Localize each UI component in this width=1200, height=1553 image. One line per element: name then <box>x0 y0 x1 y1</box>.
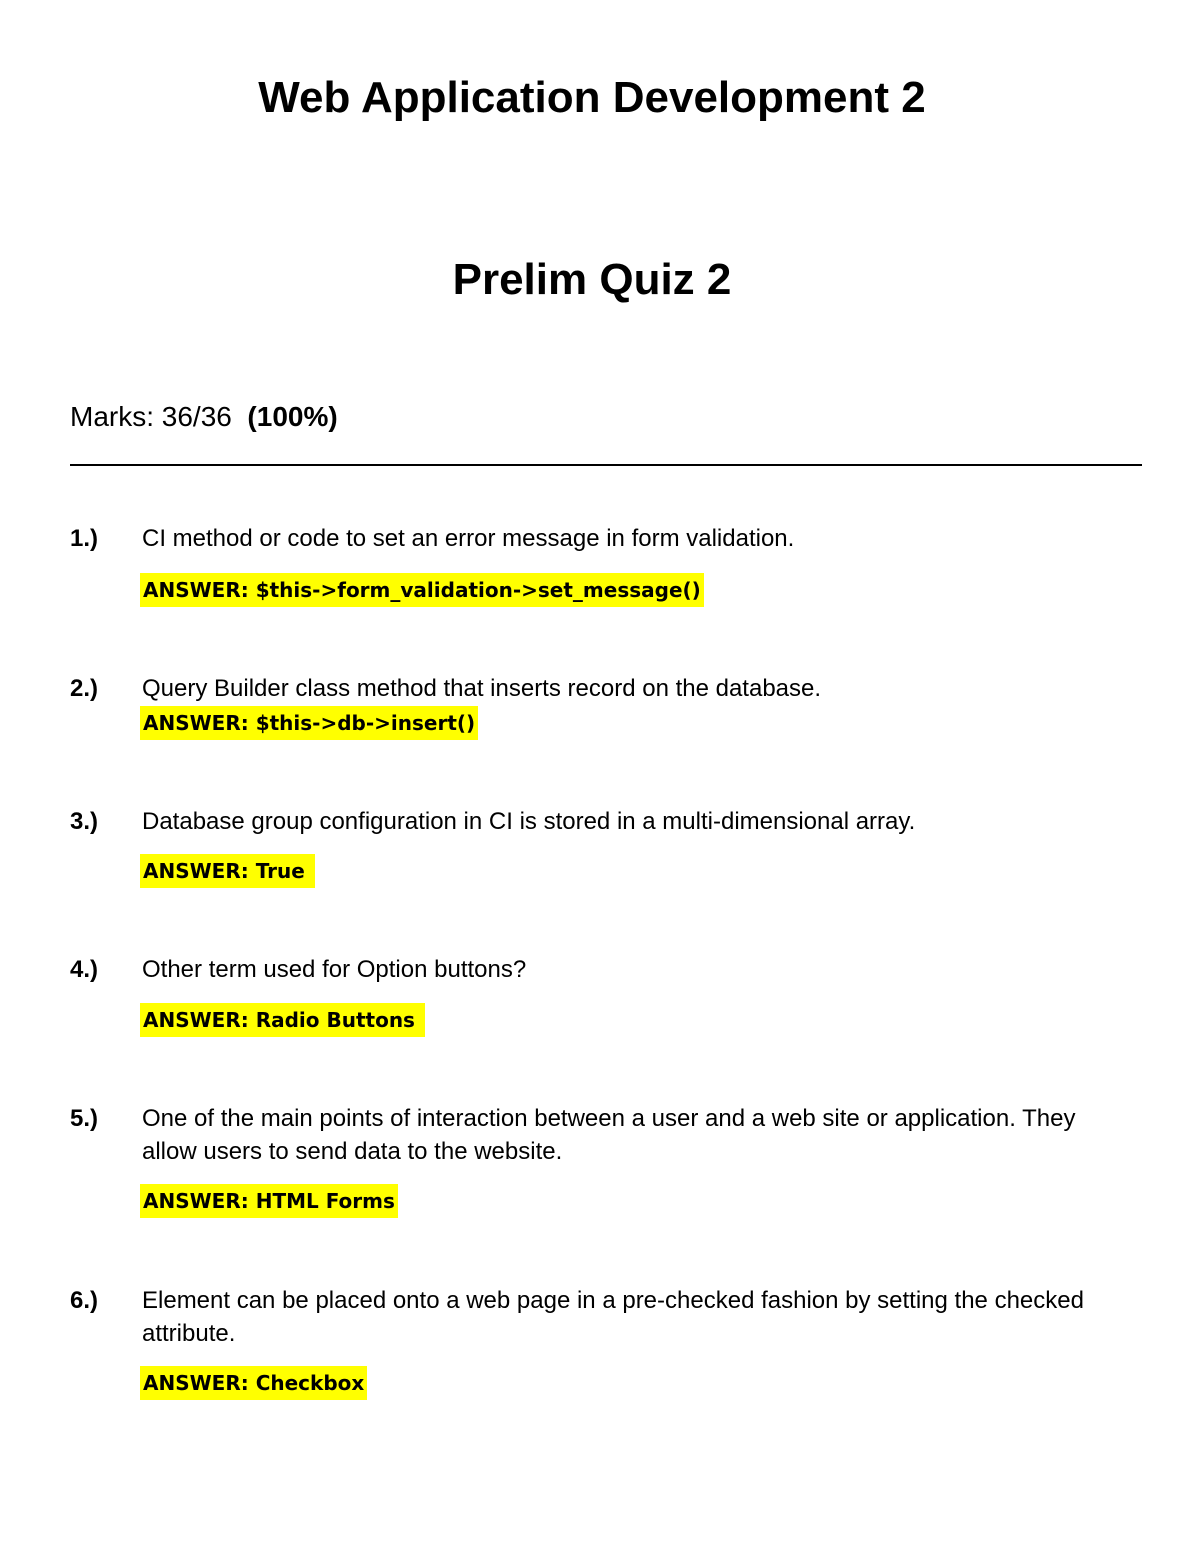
document-title: Web Application Development 2 <box>258 73 926 122</box>
question-6-answer: ANSWER: Checkbox <box>140 1366 367 1400</box>
question-4-text: Other term used for Option buttons? <box>142 956 527 983</box>
marks-score: Marks: 36/36 <box>70 401 232 432</box>
question-3-text: Database group configuration in CI is stored in a multi-dimensional array. <box>142 808 916 835</box>
question-1-answer: ANSWER: $this->form_validation->set_message() <box>140 573 704 607</box>
marks-percent: (100%) <box>247 401 338 432</box>
question-3-number: 3.) <box>70 808 99 835</box>
question-4-number: 4.) <box>70 956 99 983</box>
horizontal-divider <box>70 464 1142 466</box>
question-1-text: CI method or code to set an error message in form validation. <box>142 525 795 552</box>
marks-summary <box>70 400 338 434</box>
quiz-title: Prelim Quiz 2 <box>452 255 732 304</box>
question-1-number: 1.) <box>70 525 99 552</box>
question-6-number: 6.) <box>70 1287 99 1314</box>
question-2-text: Query Builder class method that inserts record on the database. <box>142 675 822 702</box>
question-4-answer: ANSWER: Radio Buttons <box>140 1003 425 1037</box>
question-6-text: Element can be placed onto a web page in a pre-checked fashion by setting the checked attribute. <box>142 1287 1084 1347</box>
question-3-answer: ANSWER: True <box>140 854 315 888</box>
question-5-answer: ANSWER: HTML Forms <box>140 1184 398 1218</box>
question-2-number: 2.) <box>70 675 99 702</box>
question-5-number: 5.) <box>70 1105 99 1132</box>
question-2-answer: ANSWER: $this->db->insert() <box>140 706 478 740</box>
question-5-text: One of the main points of interaction between a user and a web site or application. They allow users to send data to the website. <box>142 1105 1076 1165</box>
